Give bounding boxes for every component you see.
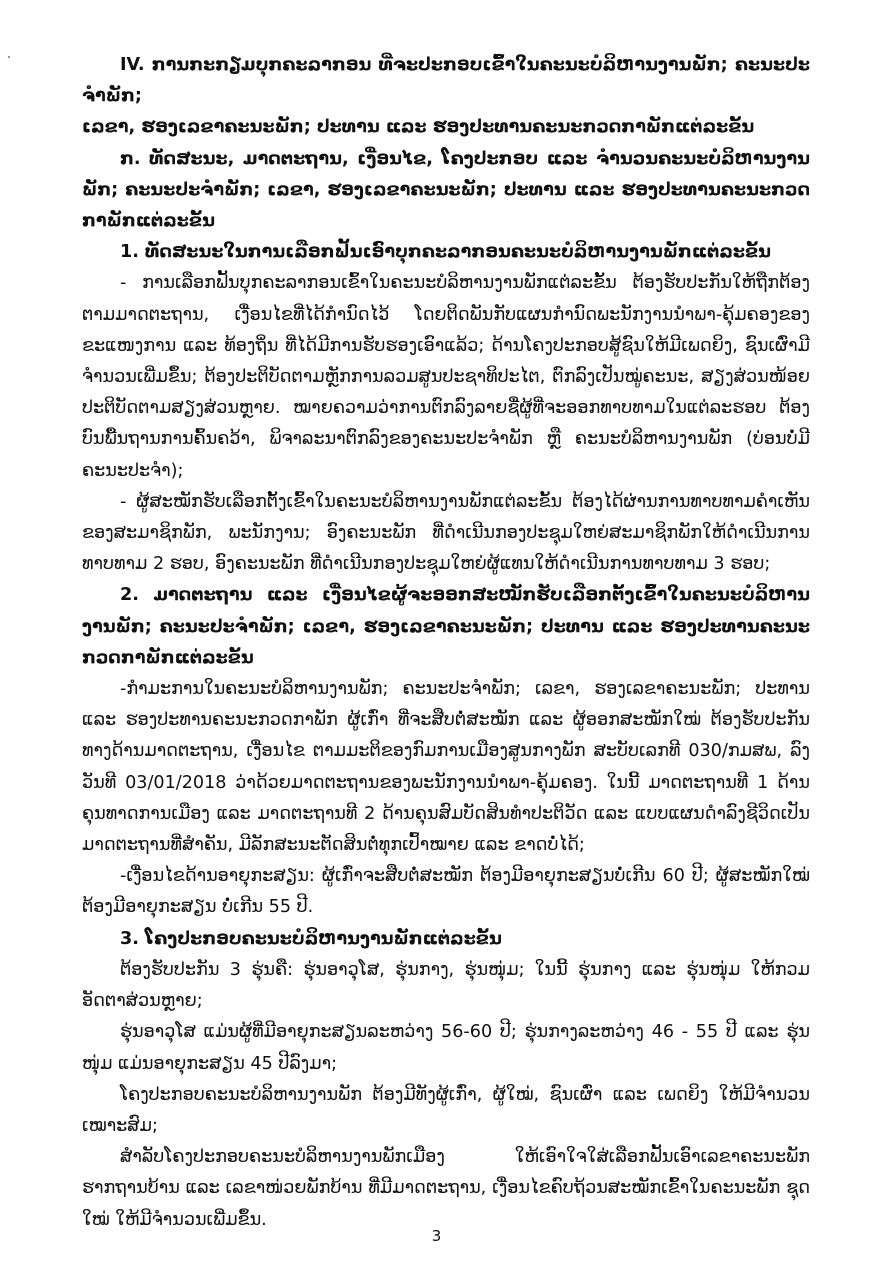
section-title-line1: IV. ການກະກຽມບຸກຄະລາກອນ ທີ່ຈະປະກອບເຂົ້າໃນຄະນະບໍລິຫານງານພັກ; ຄະນະປະຈໍາພັກ; — [82, 55, 810, 107]
heading-2: 2. ມາດຕະຖານ ແລະ ເງື່ອນໄຂຜູ້ຈະອອກສະໝັກຮັບເລືອກຕັ້ງເຂົ້າໃນຄະນະບໍລິຫານງານພັກ; ຄະນະປະຈໍາພັກ; ເລຂາ, ຮອງເລຂາຄະນະພັກ; ປະທານ ແລະ ຮອງປະທານຄະນະກວດກາພັກແຕ່ລະຂັ້ນ — [82, 585, 810, 668]
subsection-a: ກ. ທັດສະນະ, ມາດຕະຖານ, ເງື່ອນໄຂ, ໂຄງປະກອບ ແລະ ຈໍານວນຄະນະບໍລິຫານງານພັກ; ຄະນະປະຈໍາພັກ; ເລຂາ, ຮອງເລຂາຄະນະພັກ; ປະທານ ແລະ ຮອງປະທານຄະນະກວດກາພັກແຕ່ລະຂັ້ນ — [82, 148, 810, 232]
heading-1: 1. ທັດສະນະໃນການເລືອກຟັ້ນເອົາບຸກຄະລາກອນຄະນະບໍລິຫານງານພັກແຕ່ລະຂັ້ນ — [120, 242, 771, 263]
paragraph-4: -ເງື່ອນໄຂດ້ານອາຍຸກະສຽນ: ຜູ້ເກົ່າຈະສືບຕໍ່ສະໝັກ ຕ້ອງມີອາຍຸກະສຽນບໍ່ເກີນ 60 ປີ; ຜູ້ສະໝັກໃໝ່ ຕ້ອງມີອາຍຸກະສຽນ ບໍ່ເກີນ 55 ປີ. — [82, 866, 810, 918]
paragraph-8: ສໍາລັບໂຄງປະກອບຄະນະບໍລິຫານງານພັກເມືອງ ໃຫ້ເອົາໃຈໃສ່ເລືອກຟັ້ນເອົາເລຂາຄະນະພັກຮາກຖານບ້ານ ແລະ ເລຂາໜ່ວຍພັກບ້ານ ທີ່ມີມາດຕະຖານ, ເງື່ອນໄຂຄົບຖ້ວນສະໝັກເຂົ້າໃນຄະນະພັກ ຊຸດໃໝ່ ໃຫ້ມີຈໍານວນເພີ່ມຂຶ້ນ. — [82, 1147, 810, 1230]
paragraph-5: ຕ້ອງຮັບປະກັນ 3 ຮຸ່ນຄື: ຮຸ່ນອາວຸໂສ, ຮຸ່ນກາງ, ຮຸ່ນໜຸ່ມ; ໃນນີ້ ຮຸ່ນກາງ ແລະ ຮຸ່ນໜຸ່ມ ໃຫ້ກວມອັດຕາສ່ວນຫຼາຍ; — [82, 959, 810, 1012]
paragraph-2: - ຜູ້ສະໝັກຮັບເລືອກຕັ້ງເຂົ້າໃນຄະນະບໍລິຫານງານພັກແຕ່ລະຂັ້ນ ຕ້ອງໄດ້ຜ່ານການທາບທາມຄໍາເຫັນຂອງສະມາຊິກພັກ, ພະນັກງານ; ອົງຄະນະພັກ ທີ່ດໍາເນີນກອງປະຊຸມໃຫຍ່ສະມາຊິກພັກໃຫ້ດໍາເນີນການທາບທາມ 2 ຮອບ, ອົງຄະນະພັກ ທີ່ດໍາເນີນກອງປະຊຸມໃຫຍ່ຜູ້ແທນໃຫ້ດໍາເນີນການທາບທາມ 3 ຮອບ; — [82, 491, 810, 575]
heading-3: 3. ໂຄງປະກອບຄະນະບໍລິຫານງານພັກແຕ່ລະຂັ້ນ — [120, 928, 502, 949]
scan-speck — [8, 56, 10, 58]
document-page — [82, 50, 810, 1236]
paragraph-6: ຮຸ່ນອາວຸໂສ ແມ່ນຜູ້ທີ່ມີອາຍຸກະສຽນລະຫວ່າງ 56-60 ປີ; ຮຸ່ນກາງລະຫວ່າງ 46 - 55 ປີ ແລະ ຮຸ່ນໜຸ່ມ ແມ່ນອາຍຸກະສຽນ 45 ປີລົງມາ; — [82, 1022, 810, 1074]
paragraph-1: - ການເລືອກຟັ້ນບຸກຄະລາກອນເຂົ້າໃນຄະນະບໍລິຫານງານພັກແຕ່ລະຂັ້ນ ຕ້ອງຮັບປະກັນໃຫ້ຖືກຕ້ອງຕາມມາດຕະຖານ, ເງື່ອນໄຂທີ່ໄດ້ກໍານົດໄວ້ ໂດຍຕິດພັນກັບແຜນກໍານົດພະນັກງານນໍາພາ-ຄຸ້ມຄອງຂອງຂະແໜງການ ແລະ ທ້ອງຖິ່ນ ທີ່ໄດ້ມີການຮັບຮອງເອົາແລ້ວ; ດ້ານໂຄງປະກອບສູ້ຊົນໃຫ້ມີເພດຍິງ, ຊົນເຜົ່າມີຈໍານວນເພີ່ມຂຶ້ນ; ຕ້ອງປະຕິບັດຕາມຫຼັກການລວມສູນປະຊາທິປະໄຕ, ຕົກລົງເປັນໝູ່ຄະນະ, ສຽງສ່ວນໜ້ອຍປະຕິບັດຕາມສຽງສ່ວນຫຼາຍ. ໝາຍຄວາມວ່າການຕົກລົງລາຍຊື່ຜູ້ທີ່ຈະອອກທາບທາມໃນແຕ່ລະຮອບ ຕ້ອງບົນພື້ນຖານການຄົ້ນຄວ້າ, ພິຈາລະນາຕົກລົງຂອງຄະນະປະຈໍາພັກ ຫຼື ຄະນະບໍລິຫານງານພັກ (ບ່ອນບໍ່ມີຄະນະປະຈໍາ); — [82, 273, 810, 481]
paragraph-7: ໂຄງປະກອບຄະນະບໍລິຫານງານພັກ ຕ້ອງມີທັງຜູ້ເກົ່າ, ຜູ້ໃໝ່, ຊົນເຜົ່າ ແລະ ເພດຍິງ ໃຫ້ມີຈໍານວນເໝາະສົມ; — [82, 1084, 810, 1136]
page-number: 3 — [431, 1227, 442, 1245]
section-title-line2: ເລຂາ, ຮອງເລຂາຄະນະພັກ; ປະທານ ແລະ ຮອງປະທານຄະນະກວດກາພັກແຕ່ລະຂັ້ນ — [82, 117, 755, 138]
paragraph-3: -ກໍາມະການໃນຄະນະບໍລິຫານງານພັກ; ຄະນະປະຈໍາພັກ; ເລຂາ, ຮອງເລຂາຄະນະພັກ; ປະທານ ແລະ ຮອງປະທານຄະນະກວດກາພັກ ຜູ້ເກົ່າ ທີ່ຈະສືບຕໍ່ສະໝັກ ແລະ ຜູ້ອອກສະໝັກໃໝ່ ຕ້ອງຮັບປະກັນທາງດ້ານມາດຕະຖານ, ເງື່ອນໄຂ ຕາມມະຕິຂອງກົມການເມືອງສູນກາງພັກ ສະບັບເລກທີ 030/ກມສພ, ລົງວັນທີ 03/01/2018 ວ່າດ້ວຍມາດຕະຖານຂອງພະນັກງານນໍາພາ-ຄຸ້ມຄອງ. ໃນນີ້ ມາດຕະຖານທີ 1 ດ້ານຄຸນທາດການເມືອງ ແລະ ມາດຕະຖານທີ 2 ດ້ານຄຸນສົມບັດສິນທໍາປະຕິວັດ ແລະ ແບບແຜນດໍາລົງຊີວິດເປັນມາດຕະຖານທີ່ສໍາຄັນ, ມີລັກສະນະຕັດສິນຕໍ່ທຸກເປົ້າໝາຍ ແລະ ຂາດບໍ່ໄດ້; — [82, 679, 810, 856]
